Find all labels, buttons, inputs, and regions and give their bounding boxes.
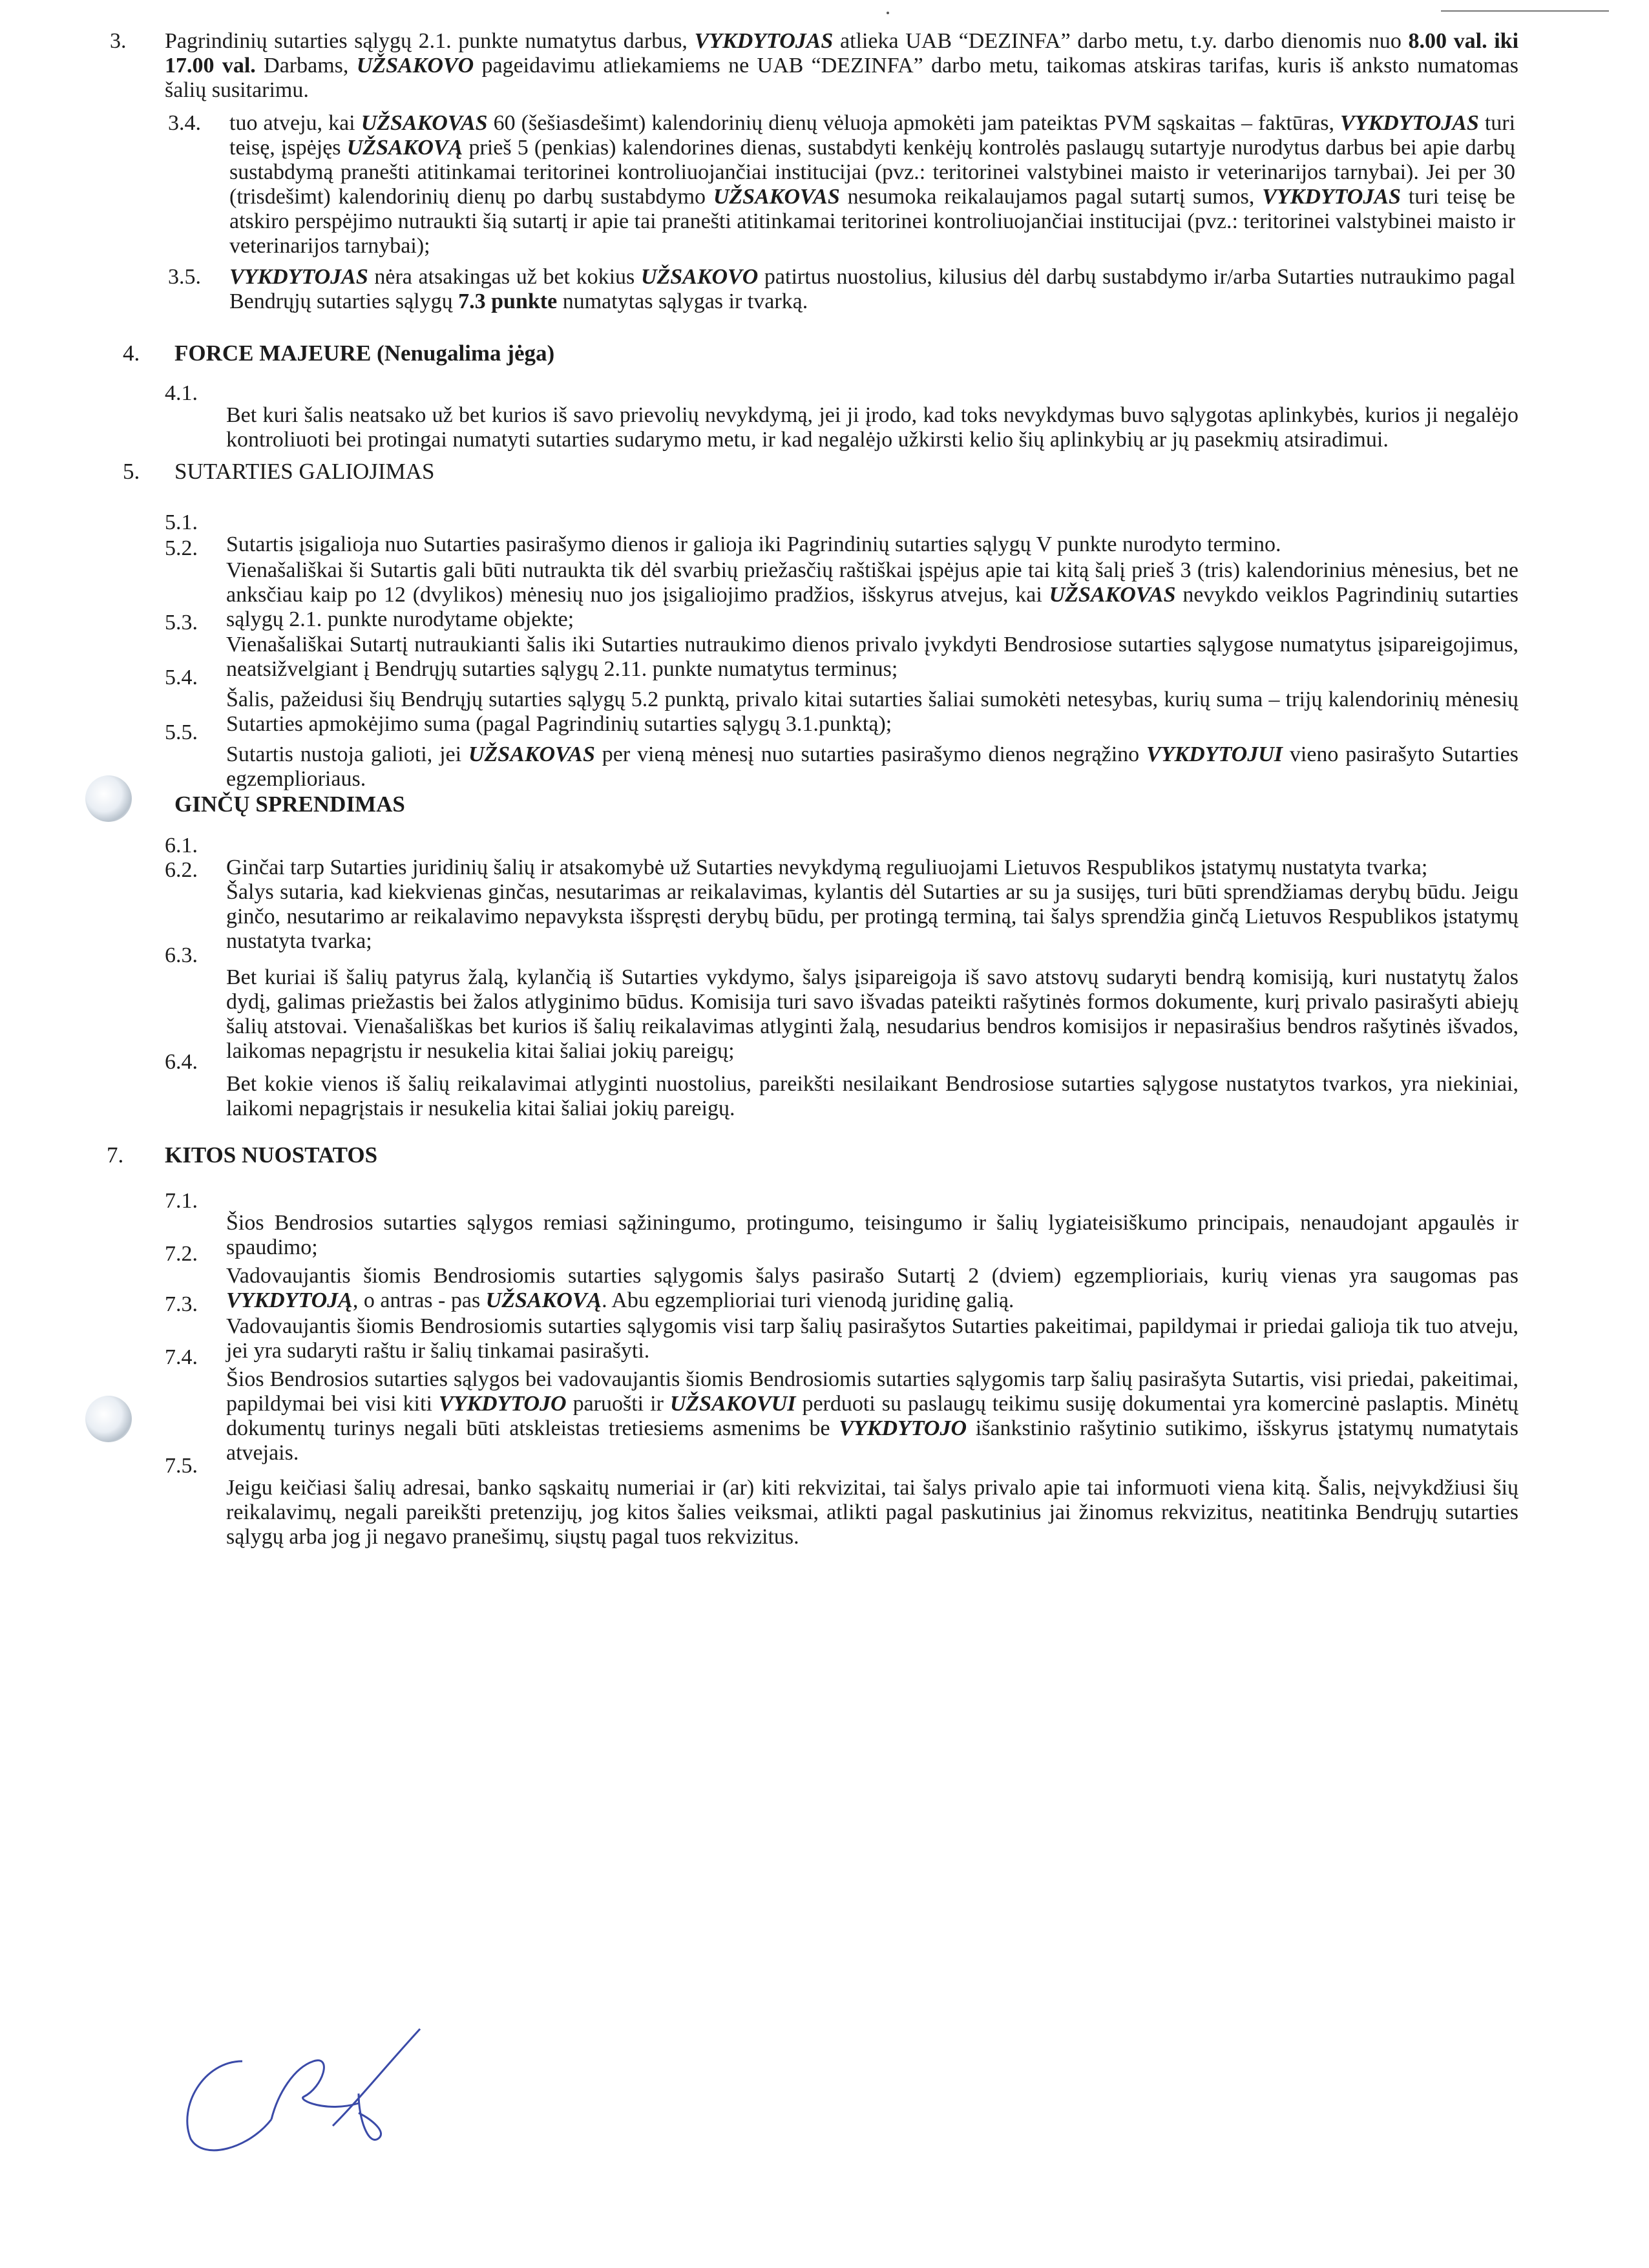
clause-number: 3.4.: [168, 111, 201, 135]
clause-number: 6.1.: [165, 834, 198, 857]
clause-number: 6.3.: [165, 943, 198, 967]
section-number: 7.: [107, 1142, 124, 1168]
section-number: 5.: [123, 459, 140, 484]
clause-number: 4.1.: [165, 381, 198, 405]
clause-text: VYKDYTOJAS nėra atsakingas už bet kokius UŽSAKOVO patirtus nuostolius, kilusius dėl darbų sustabdymo ir/arba Sutarties nutraukimo pagal Bendrųjų sutarties sąlygų 7.3 punkte numatytas sąlygas ir tvarką.: [229, 265, 1516, 313]
clause-text: Šalys sutaria, kad kiekvienas ginčas, nesutarimas ar reikalavimas, kylantis dėl Sutarties ar su ja susijęs, turi būti sprendžiamas derybų būdu. Jeigu ginčo, nesutarimo ar reikalavimo nepavyksta išspręsti derybų būdu, per protingą terminą, tai šalys sprendžia ginčą Lietuvos Respublikos įstatymų nustatyta tvarka;: [226, 880, 1518, 953]
clause-text: Bet kuri šalis neatsako už bet kurios iš savo prievolių nevykdymą, jei ji įrodo, kad toks nevykdymas buvo sąlygotas aplinkybės, kurios ji negalėjo kontroliuoti bei protingai numatyti sutarties sudarymo metu, ir kad negalėjo užkirsti kelio šių aplinkybių ar jų pasekmių atsiradimui.: [226, 403, 1518, 452]
clause-number: 5.3.: [165, 611, 198, 635]
clause-number: 5.1.: [165, 510, 198, 534]
clause-5-5: [165, 720, 1519, 814]
clause-number: 7.1.: [165, 1189, 198, 1213]
clause-number: 7.4.: [165, 1345, 198, 1369]
section-6-heading: GINČŲ SPRENDIMAS: [174, 792, 405, 817]
clause-number: 3.: [110, 29, 127, 53]
clause-text: Šalis, pažeidusi šių Bendrųjų sutarties sąlygų 5.2 punktą, privalo kitai sutarties šaliai sumokėti netesybas, kurių suma – trijų kalendorinių mėnesių Sutarties apmokėjimo suma (pagal Pagrindinių sutarties sąlygų 3.1.punktą);: [226, 688, 1518, 736]
clause-text: Bet kuriai iš šalių patyrus žalą, kylančią iš Sutarties vykdymo, šalys įsipareigoja iš savo atstovų sudaryti bendrą komisiją, kuri nustatytų žalos dydį, galimas priežastis bei žalos atlyginimo būdus. Komisija turi savo išvadas pateikti rašytinės formos dokumente, kurį privalo pasirašyti abiejų šalių atstovai. Vienašališkas bet kurios iš šalių reikalavimas atlyginti žalą, nesudarius bendros komisijos ir nepasirašius bendros rašytinės išvados, laikomas nepagrįstu ir nesukelia kitai šaliai jokių pareigų;: [226, 965, 1518, 1063]
section-5-heading: 5. SUTARTIES GALIOJIMAS: [123, 459, 435, 484]
clause-text: Sutartis įsigalioja nuo Sutarties pasirašymo dienos ir galioja iki Pagrindinių sutarties sąlygų V punkte nurodyto termino.: [226, 532, 1281, 556]
clause-text: Vadovaujantis šiomis Bendrosiomis sutarties sąlygomis šalys pasirašo Sutartį 2 (dviem) egzemplioriais, kurių vienas yra saugomas pas VYKDYTOJĄ, o antras - pas UŽSAKOVĄ. Abu egzemplioriai turi vienodą juridinę galią.: [226, 1264, 1518, 1312]
clause-text: Vadovaujantis šiomis Bendrosiomis sutarties sąlygomis visi tarp šalių pasirašytos Sutarties pakeitimai, papildymai ir priedai galioja tik tuo atveju, jei yra sudaryti raštu ir šalių tinkamai pasirašyti.: [226, 1314, 1518, 1363]
clause-text: Vienašališkai Sutartį nutraukianti šalis iki Sutarties nutraukimo dienos privalo įvykdyti Bendrosiose sutarties sąlygose numatytus įsipareigojimus, neatsižvelgiant į Bendrųjų sutarties sąlygų 2.11. punkte numatytus terminus;: [226, 633, 1518, 681]
clause-text: Šios Bendrosios sutarties sąlygos bei vadovaujantis šiomis Bendrosiomis sutarties sąlygomis tarp šalių pasirašyta Sutartis, visi priedai, pakeitimai, papildymai bei visi kiti VYKDYTOJO paruošti ir UŽSAKOVUI perduoti su paslaugų teikimu susiję dokumentai yra komercinė paslaptis. Minėtų dokumentų turinys negali būti atskleistas tretiesiems asmenims be VYKDYTOJO išankstinio rašytinio sutikimo, išskyrus įstatymų numatytais atvejais.: [226, 1367, 1519, 1465]
clause-3-4: [168, 111, 1516, 258]
clause-text: Bet kokie vienos iš šalių reikalavimai atlyginti nuostolius, pareikšti nesilaikant Bendrosiose sutarties sąlygose nustatytos tvarkos, yra niekiniai, laikomi nepagrįstais ir nesukelia kitai šaliai jokių pareigų.: [226, 1072, 1518, 1120]
clause-number: 6.4.: [165, 1050, 198, 1074]
clause-text: Ginčai tarp Sutarties juridinių šalių ir atsakomybė už Sutarties nevykdymą reguliuojami Lietuvos Respublikos įstatymų nustatyta tvarka;: [226, 856, 1428, 879]
clause-6-4: [165, 1050, 1518, 1143]
clause-3-5: [168, 265, 1516, 314]
section-7-heading: 7. KITOS NUOSTATOS: [107, 1142, 378, 1168]
clause-text: Vienašališkai ši Sutartis gali būti nutraukta tik dėl svarbių priežasčių raštiškai įspėjus apie tai kitą šalį prieš 3 (tris) kalendorinius mėnesius, bet ne anksčiau kaip po 12 (dvylikos) mėnesių nuo jos įsigaliojimo pradžios, išskyrus atvejus, kai UŽSAKOVAS nevykdo veiklos Pagrindinių sutarties sąlygų 2.1. punkte nurodytame objekte;: [226, 558, 1519, 631]
section-number: 4.: [123, 341, 140, 366]
scan-dot: [887, 12, 889, 14]
clause-number: 7.2.: [165, 1242, 198, 1266]
clause-number: 5.4.: [165, 666, 198, 689]
clause-number: 7.5.: [165, 1454, 198, 1478]
punch-hole-icon: [85, 775, 132, 822]
clause-3-3: [110, 29, 1519, 103]
clause-text: tuo atveju, kai UŽSAKOVAS 60 (šešiasdešimt) kalendorinių dienų vėluoja apmokėti jam pateiktas PVM sąskaitas – faktūras, VYKDYTOJAS turi teisę, įspėjęs UŽSAKOVĄ prieš 5 (penkias) kalendorines dienas, sustabdyti kenkėjų kontrolės paslaugų sutartyje nurodytus darbus bei apie darbų sustabdymą pranešti atitinkamai teritorinei kontroliuojančiai institucijai (pvz.: teritorinei valstybinei maisto ir veterinarijos tarnybai). Jei per 30 (trisdešimt) kalendorinių dienų po darbų sustabdymo UŽSAKOVAS nesumoka reikalaujamos pagal sutartį sumos, VYKDYTOJAS turi teisę be atskiro perspėjimo nutraukti šią sutartį ir apie tai pranešti atitinkamai teritorinei kontroliuojančiai institucijai (pvz.: teritorinei valstybinei maisto ir veterinarijos tarnybai);: [229, 111, 1516, 258]
clause-text: Sutartis nustoja galioti, jei UŽSAKOVAS per vieną mėnesį nuo sutarties pasirašymo dienos negrąžino VYKDYTOJUI vieno pasirašyto Sutarties egzemplioriaus.: [226, 742, 1519, 791]
clause-number: 6.2.: [165, 858, 198, 882]
clause-number: 3.5.: [168, 265, 201, 289]
punch-hole-icon: [85, 1396, 132, 1442]
clause-number: 5.5.: [165, 720, 198, 744]
signature-mark: [165, 2016, 436, 2171]
section-4-heading: 4. FORCE MAJEURE (Nenugalima jėga): [123, 341, 555, 366]
clause-text: Pagrindinių sutarties sąlygų 2.1. punkte numatytus darbus, VYKDYTOJAS atlieka UAB “DEZINFA” darbo metu, t.y. darbo dienomis nuo 8.00 val. iki 17.00 val. Darbams, UŽSAKOVO pageidavimu atliekamiems ne UAB “DEZINFA” darbo metu, taikomas atskiras tarifas, kuris iš anksto numatomas šalių susitarimu.: [165, 29, 1519, 102]
clause-text: Šios Bendrosios sutarties sąlygos remiasi sąžiningumo, protingumo, teisingumo ir šalių lygiateisiškumo principais, nenaudojant apgaulės ir spaudimo;: [226, 1211, 1518, 1259]
clause-text: Jeigu keičiasi šalių adresai, banko sąskaitų numeriai ir (ar) kiti rekvizitai, tai šalys privalo apie tai informuoti viena kitą. Šalis, neįvykdžiusi šių reikalavimų, negali pareikšti pretenzijų, jog kitos šalies veiksmai, atlikti pagal paskutinius jai žinomus rekvizitus, neatitinka Bendrųjų sutarties sąlygų arba jog ji negavo pranešimų, siųstų pagal tuos rekvizitus.: [226, 1476, 1518, 1549]
top-rule-line: [1441, 10, 1609, 12]
clause-number: 5.2.: [165, 536, 198, 560]
clause-7-5: [165, 1454, 1518, 1571]
clause-number: 7.3.: [165, 1292, 198, 1316]
